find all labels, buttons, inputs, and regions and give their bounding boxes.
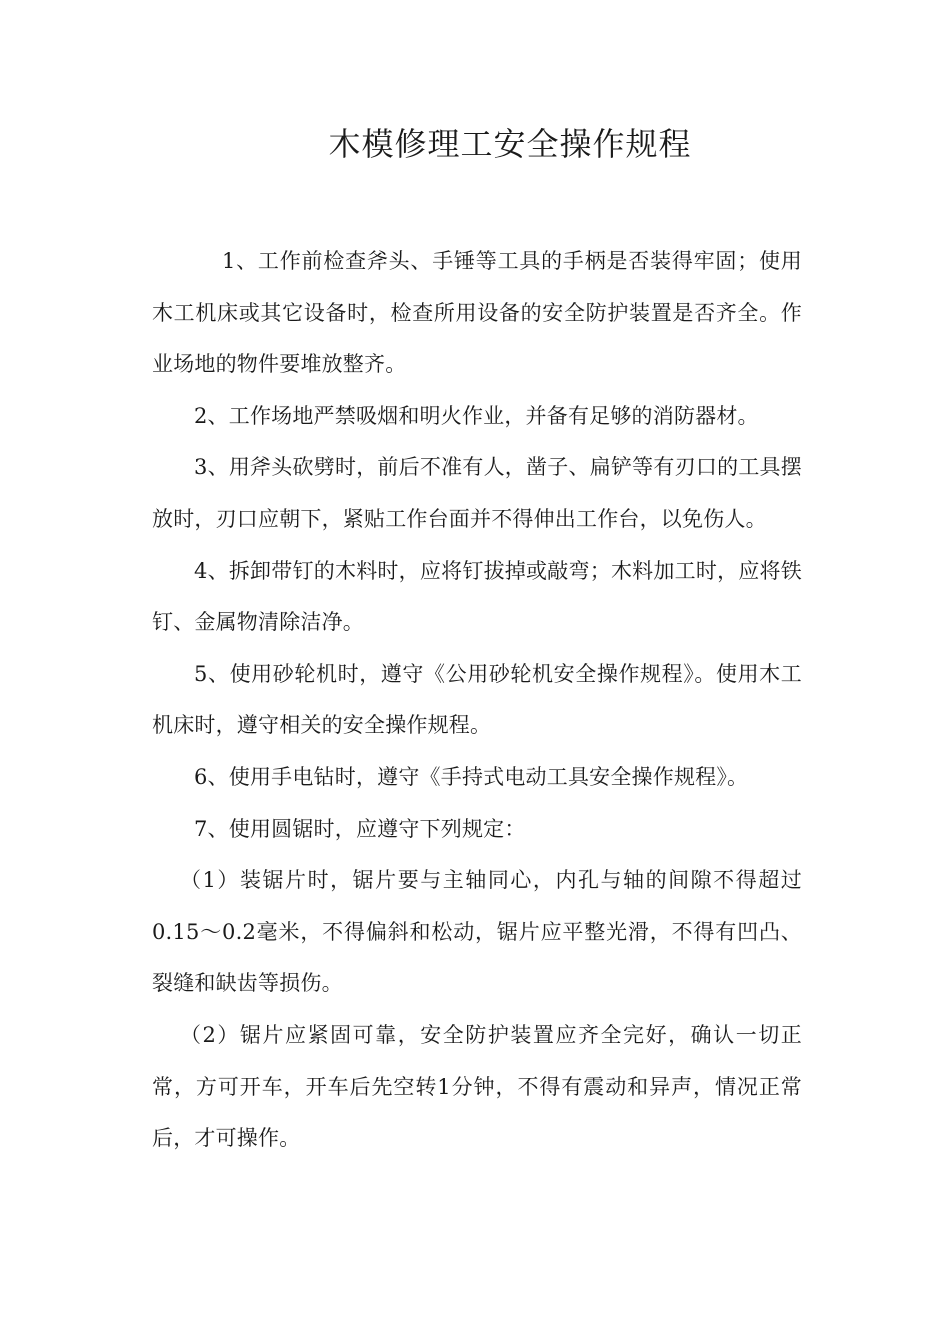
paragraph-7-item-2: （2）锯片应紧固可靠，安全防护装置应齐全完好，确认一切正常，方可开车，开车后先空转1分钟，不得有震动和异声，情况正常后，才可操作。 [152, 1022, 802, 1151]
paragraph-1: 1、工作前检查斧头、手锤等工具的手柄是否装得牢固；使用木工机床或其它设备时，检查所用设备的安全防护装置是否齐全。作业场地的物件要堆放整齐。 [152, 249, 802, 377]
document-body [152, 236, 802, 1165]
paragraph-5: 5、使用砂轮机时，遵守《公用砂轮机安全操作规程》。使用木工机床时，遵守相关的安全操作规程。 [152, 661, 802, 738]
paragraph-4: 4、拆卸带钉的木料时，应将钉拔掉或敲弯；木料加工时，应将铁钉、金属物清除洁净。 [152, 558, 802, 635]
paragraph-7: 7、使用圆锯时，应遵守下列规定： [194, 816, 526, 841]
paragraph-2: 2、工作场地严禁吸烟和明火作业，并备有足够的消防器材。 [194, 403, 759, 428]
document-title: 木模修理工安全操作规程 [328, 125, 692, 163]
paragraph-6: 6、使用手电钻时，遵守《手持式电动工具安全操作规程》。 [194, 764, 749, 789]
paragraph-3: 3、用斧头砍劈时，前后不准有人，凿子、扁铲等有刃口的工具摆放时，刃口应朝下，紧贴工作台面并不得伸出工作台，以免伤人。 [152, 455, 802, 531]
paragraph-7-item-1: （1）装锯片时，锯片要与主轴同心，内孔与轴的间隙不得超过0.15～0.2毫米，不得偏斜和松动，锯片应平整光滑，不得有凹凸、裂缝和缺齿等损伤。 [152, 868, 802, 996]
